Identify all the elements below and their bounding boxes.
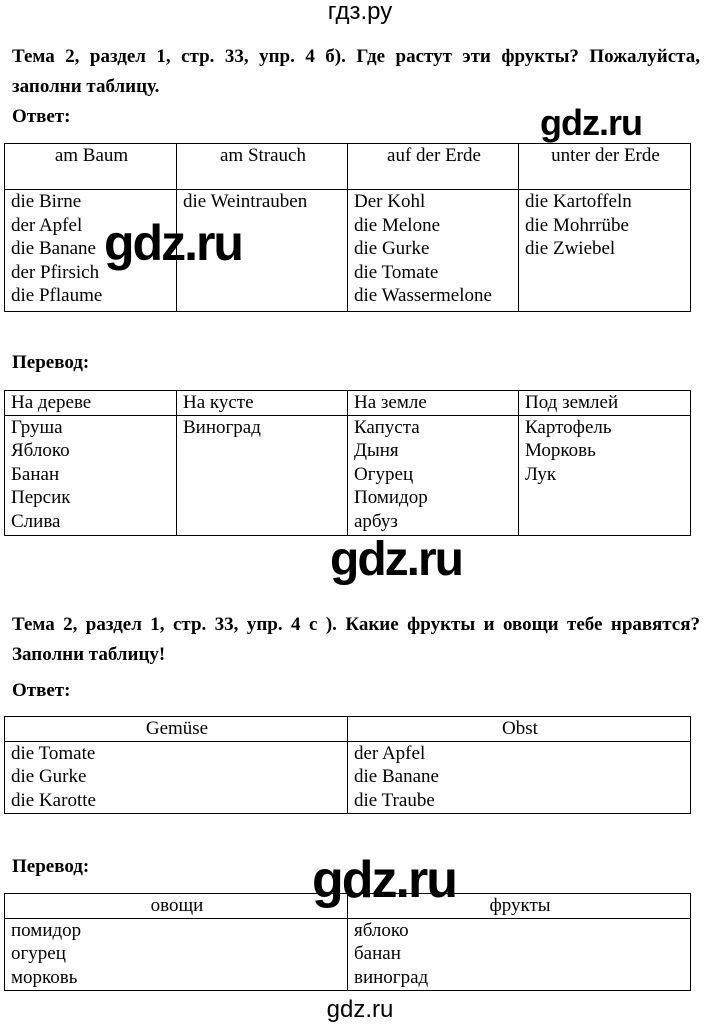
list-item: die Banane — [11, 238, 96, 259]
table-header-cell: unter der Erde — [519, 144, 691, 190]
list-item: Персик — [11, 487, 71, 508]
table-cell-pod-zemlei — [519, 415, 691, 535]
table-cell-ovoshchi — [5, 918, 348, 990]
table-cell-obst — [348, 741, 691, 813]
list-item: die Birne — [11, 191, 82, 212]
table-cell-unter-der-erde — [519, 190, 691, 312]
list-item: виноград — [354, 966, 429, 988]
list-item: die Banane — [354, 766, 439, 787]
table-header-cell: Obst — [348, 717, 691, 742]
list-item: Лук — [525, 463, 557, 485]
list-item: der Apfel — [11, 214, 83, 236]
list-item: Виноград — [183, 416, 261, 438]
task2-answer-table — [4, 716, 691, 814]
list-item: Груша — [11, 416, 63, 438]
table-cell-na-kuste — [177, 415, 348, 535]
list-item: Огурец — [354, 463, 414, 485]
table-header-cell: Gemüse — [5, 717, 348, 742]
table-header-cell: am Baum — [5, 144, 177, 190]
task1-translation-label: Перевод: — [12, 352, 90, 373]
table-header-cell: auf der Erde — [348, 144, 519, 190]
list-item: die Traube — [354, 789, 435, 811]
list-item: яблоко — [354, 919, 409, 941]
list-item: die Tomate — [354, 261, 439, 283]
list-item: Der Kohl — [354, 191, 426, 212]
list-item: морковь — [11, 966, 78, 988]
list-item: die Melone — [354, 214, 441, 236]
task2-answer-label: Ответ: — [12, 680, 71, 701]
watermark: gdz.ru — [104, 215, 242, 271]
table-header-cell: На дереве — [5, 391, 177, 416]
table-cell-frukty — [348, 918, 691, 990]
list-item: Помидор — [354, 487, 428, 508]
table-header-cell: фрукты — [348, 894, 691, 919]
watermark: gdz.ru — [312, 851, 456, 909]
table-header-cell: am Strauch — [177, 144, 348, 190]
table-header-cell: На земле — [348, 391, 519, 416]
list-item: die Gurke — [11, 766, 87, 787]
list-item: Капуста — [354, 416, 420, 438]
site-header: гдз.ру — [327, 0, 393, 25]
list-item: помидор — [11, 919, 82, 941]
task1-translation-table — [4, 390, 691, 536]
list-item: Морковь — [525, 440, 596, 461]
watermark: gdz.ru — [330, 533, 462, 586]
task1-answer-label: Ответ: — [12, 106, 71, 127]
task2-translation-label: Перевод: — [12, 856, 90, 877]
list-item: Картофель — [525, 416, 612, 438]
table-cell-na-zemle — [348, 415, 519, 535]
task1-title: Тема 2, раздел 1, стр. 33, упр. 4 б). Где растут эти фрукты? Пожалуйста, заполни таблицу. — [12, 46, 700, 97]
list-item: die Zwiebel — [525, 238, 616, 259]
list-item: арбуз — [354, 510, 398, 532]
list-item: die Karotte — [11, 789, 96, 811]
list-item: Дыня — [354, 440, 399, 461]
list-item: die Tomate — [11, 742, 96, 764]
table-header-cell: Под землей — [519, 391, 691, 416]
list-item: банан — [354, 943, 401, 964]
list-item: die Wassermelone — [354, 285, 492, 306]
task2-title: Тема 2, раздел 1, стр. 33, упр. 4 с ). Какие фрукты и овощи тебе нравятся? Заполни таблицу! — [12, 614, 700, 665]
list-item: der Pfirsich — [11, 261, 100, 283]
list-item: die Gurke — [354, 238, 430, 259]
table-cell-auf-der-erde — [348, 190, 519, 312]
list-item: die Mohrrübe — [525, 214, 629, 236]
list-item: Слива — [11, 510, 61, 532]
list-item: Яблоко — [11, 440, 70, 461]
table-header-cell: овощи — [5, 894, 348, 919]
watermark: gdz.ru — [540, 102, 642, 143]
table-header-cell: На кусте — [177, 391, 348, 416]
list-item: der Apfel — [354, 742, 426, 764]
table-cell-na-dereve — [5, 415, 177, 535]
list-item: огурец — [11, 943, 66, 964]
site-footer: gdz.ru — [326, 996, 394, 1023]
table-cell-gemuse — [5, 741, 348, 813]
list-item: Банан — [11, 463, 60, 485]
list-item: die Weintrauben — [183, 191, 308, 212]
list-item: die Kartoffeln — [525, 191, 632, 212]
list-item: die Pflaume — [11, 285, 103, 306]
